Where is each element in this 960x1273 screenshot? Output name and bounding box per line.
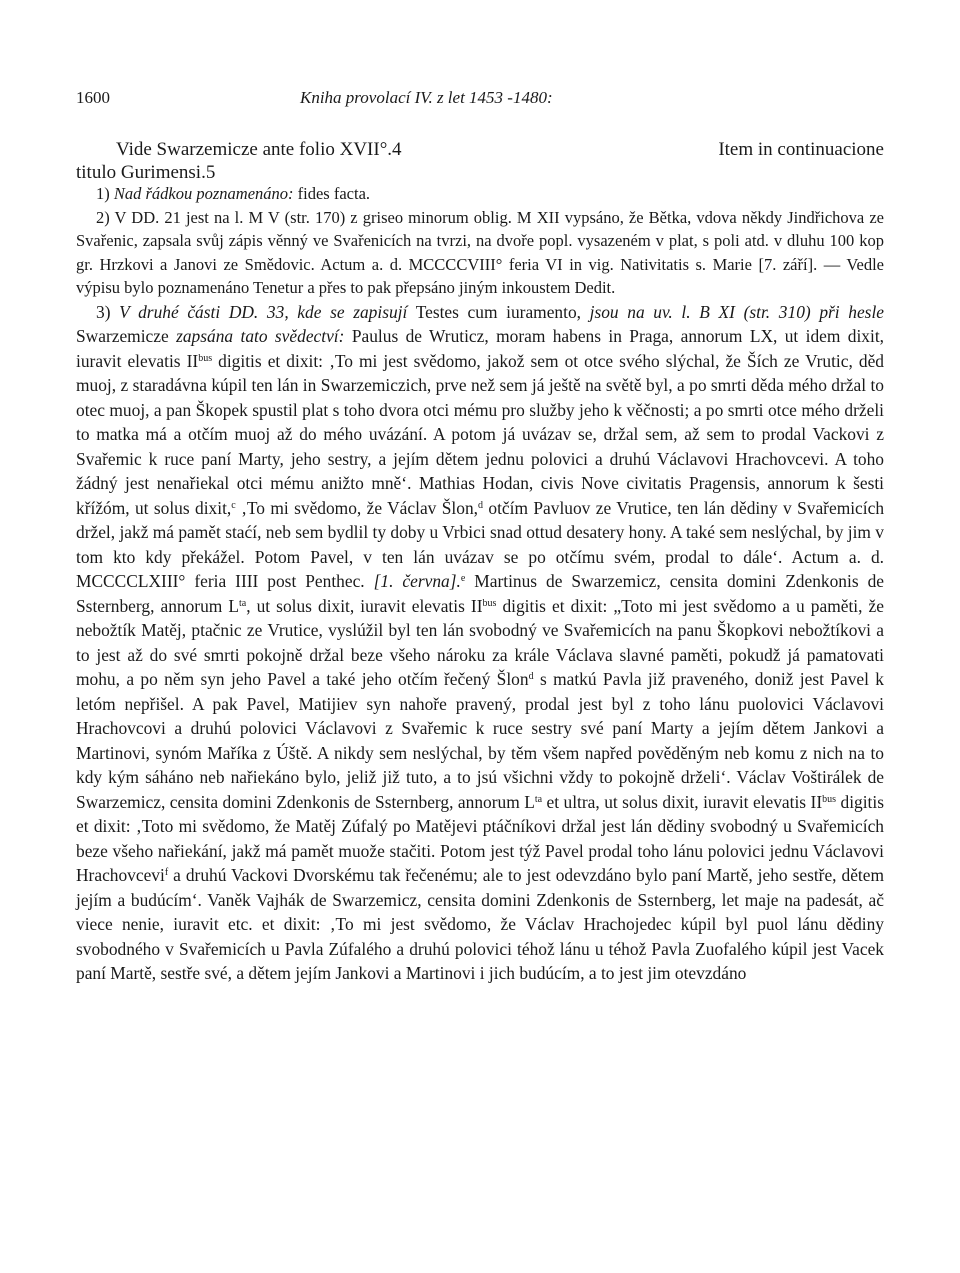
footnote-1 xyxy=(76,182,884,206)
footnote-mark-d: d xyxy=(528,671,534,682)
testimony-vanek: Vaněk Vajhák de Swarzemicz, censita domini Zdenkonis de Ssternberg, let maje na padesát, ač viece nenie, iuravit etc. et dixit: ‚To mi jest svědomo, že Václav Hrachojedec kúpil byl puol lánu dědiny svobodného v Svařemicích u Pavla Zúfalého a druhú polovici téhož lánu u téhož Pavla Zuofalého kúpil jest Vacek paní Martě, sestře své, a dětem jejím Jankovi a Martinovi i jich budúcím, a to jest jim otevzdáno xyxy=(76,889,884,983)
superscript: bus xyxy=(822,793,837,805)
footnote-3 xyxy=(76,300,884,986)
testimony-martinus-cont-3: s matkú Pavla již praveného, doniž jest Pavel k letóm nepřišel. A pak Pavel, Matijiev syn nahoře pravený, prodal jest byl z toho lánu puolovici Václavovi Hrachovcovi a druhú polovici Václavovi z Svařemic k ruce sestry své paní Marty a jejím dětem Jankovi a Martinovi, synóm Maříka z Úště. A nikdy sem neslýchal, by těm všem napřed pověděným neb komu z nich na to kdy kým sáháno neb nařiekáno bylo, jeliž již tuto, a to jsú všichni vždy to pokojně drželi‘. xyxy=(76,669,884,787)
entry-line-2: titulo Gurimensi.5 xyxy=(76,162,216,183)
page-number: 1600 xyxy=(76,88,110,107)
superscript: ta xyxy=(534,793,543,805)
footnote-3-text-a: Testes cum iuramento, xyxy=(415,301,581,322)
testimony-mathias-cont: ‚To mi svědomo, že Václav Šlon, xyxy=(235,497,478,518)
entry-item-text: Item in continuacione xyxy=(718,139,884,160)
date-note-june: [1. června]. xyxy=(373,571,461,591)
footnote-1-text: fides facta. xyxy=(297,184,371,203)
testimony-martinus: Martinus de Swarzemicz, censita domini Zdenkonis de Ssternberg, annorum L xyxy=(76,571,884,616)
page-header xyxy=(76,88,884,112)
superscript: ta xyxy=(238,597,247,609)
footnote-1-italic: Nad řádkou poznamenáno: xyxy=(113,184,294,203)
superscript: bus xyxy=(198,352,213,364)
footnote-mark-d: d xyxy=(478,499,483,511)
footnote-3-number: 3) xyxy=(96,301,111,322)
testimony-vaclav-cont-2: digitis et dixit: ‚Toto mi svědomo, že Matěj Zúfalý po Matějevi ptáčníkovi držal jest lán dědiny svobodný u Svařemicích beze všeho nařiekání, jakž má pamět muože stačiti. Potom jest týž Pavel prodal toho lánu polovici jednu Václavovi Hrachovcevi xyxy=(76,791,884,885)
footnote-mark-f: f xyxy=(164,867,169,878)
testimony-martinus-cont: , ut solus dixit, iuravit elevatis II xyxy=(246,595,483,616)
footnote-3-italic-b: jsou na uv. l. B XI (str. 310) při hesle xyxy=(589,301,884,322)
footnotes xyxy=(76,182,884,986)
footnote-1-number: 1) xyxy=(96,184,110,203)
footnote-3-text-b: Swarzemicze xyxy=(76,326,169,346)
testimony-mathias: Mathias Hodan, civis Nove civitatis Pragensis, annorum k šesti křížóm, ut solus dixit, xyxy=(76,473,884,518)
entry-vide-text: Vide Swarzemicze ante folio XVII°.4 xyxy=(116,139,402,160)
footnote-mark-c: c xyxy=(231,499,236,511)
footnote-mark-e: e xyxy=(460,573,466,584)
testimony-paulus-cont: digitis et dixit: ‚To mi jest svědomo, jakož sem ot otce svého slýchal, že Ších ze Vrutic, děd muoj, z staradávna kúpil ten lán in Swarzemiczich, prve než sem já ještě na světě byl, a po smrti děda mého držal to otec muoj, a pan Škopek spustil plat s toho dvora otci mému pro služby jeho k věčnosti; a po smrti otce mého drželi to matka má a otčím muoj až do mého uvázání. A potom já uvázav se, držal sem, až sem to prodal Vackovi z Svařemic k rucе paní Marty, jeho sestry, a jejím dětem jednu polovici a druhú Václavovi Hrachovcevi. A toho žádný jest nenařiekal otci mému anižto mně‘. xyxy=(76,350,884,493)
footnote-2: 2) V DD. 21 jest na l. M V (str. 170) z griseo minorum oblig. M XII vypsáno, že Bětka, vdova někdy Jindřichova ze Svařenic, zapsala svůj zápis věnný ve Svařenicích na tvrzi, na dvoře popl. vysazeném v plat, s poli atd. v dluhu 100 kop gr. Hrzkovi a Janovi ze Smědovic. Actum a. d. MCCCCVIII° feria VI in vig. Nativitatis s. Marie [7. září]. — Vedle výpisu bylo poznamenáno Tenetur a přes to pak přepsáno jiným inkoustem Dedit. xyxy=(76,207,884,297)
testimony-vaclav-cont: et ultra, ut solus dixit, iuravit elevatis II xyxy=(542,791,823,812)
testimony-paulus: Paulus de Wruticz, moram habens in Praga, annorum LX, ut idem dixit, iuravit elevatis II xyxy=(76,326,885,371)
superscript: bus xyxy=(482,597,497,609)
testimony-martinus-cont-2: digitis et dixit: „Toto mi jest svědomo a u paměti, že nebožtík Matěj, ptačnic ze Vrutice, vyslúžil byl ten lán svobodný ve Svařemicích na panu Škopkovi nebožtíkovi a to jest až do své smrti pokojně držal beze všeho nároku za krále Václava slavné paměti, pokudž já pamatovati mohu, a po něm syn jeho Pavel a také jeho otčím řečený Šlon xyxy=(76,595,884,689)
testimony-mathias-cont-2: otčím Pavluov ze Vrutice, ten lán dědiny v Svařemicích držel, jakž má pamět staćí, neb sem bydlil ty doby u Vrbici snad ottud desatery hony. A také sem neslýchal, by jim v tom kto kdy překážel. Potom Pavel, v ten lán uvázav se po otčímu svém, prodal to dále‘. Actum a. d. MCCCCLXIII° feria IIII post Penthec. xyxy=(76,497,885,591)
testimony-vaclav: Václav Voštirálek de Swarzemicz, censita domini Zdenkonis de Ssternberg, annorum L xyxy=(76,767,884,812)
footnote-3-italic-c: zapsána tato svědectví: xyxy=(176,326,345,346)
footnote-3-italic-a: V druhé části DD. 33, kde se zapisují xyxy=(119,301,408,322)
testimony-vaclav-cont-3: a druhú Vackovi Dvorskému tak řečenému; ale to jest odevzdáno bylo paní Martě, jeho sestře, dětem jejím a budúcím‘. xyxy=(76,865,884,910)
running-title: Kniha provolací IV. z let 1453 -1480: xyxy=(300,88,553,107)
